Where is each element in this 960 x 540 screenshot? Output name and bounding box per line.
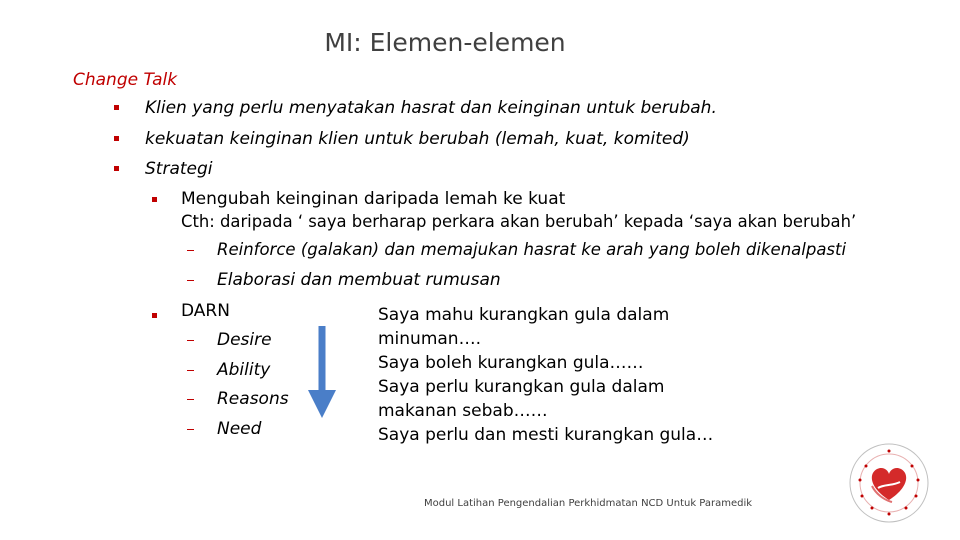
bullet-marker [114,166,119,171]
strategy-item: Mengubah keinginan daripada lemah ke kuat [181,189,566,209]
example-line: Saya perlu kurangkan gula dalam [378,377,665,397]
example-line: makanan sebab…… [378,401,548,421]
darn-item-desire: Desire [217,330,272,350]
dash-marker [187,250,194,251]
example-line: Saya mahu kurangkan gula dalam [378,305,670,325]
bullet-marker [152,313,157,318]
bullet-item: Klien yang perlu menyatakan hasrat dan keinginan untuk berubah. [145,98,717,118]
darn-item-reasons: Reasons [217,389,289,409]
dash-marker [187,370,194,371]
bullet-item: kekuatan keinginan klien untuk berubah (lemah, kuat, komited) [145,129,690,149]
example-line: minuman…. [378,329,481,349]
sub-item: Reinforce (galakan) dan memajukan hasrat ke arah yang boleh dikenalpasti [217,240,847,259]
darn-item-need: Need [217,419,262,439]
darn-heading: DARN [181,301,230,321]
down-arrow-icon [308,326,336,418]
dash-marker [187,340,194,341]
bullet-marker [152,197,157,202]
example-line: Saya perlu dan mesti kurangkan gula… [378,425,714,445]
sub-item: Elaborasi dan membuat rumusan [217,270,501,290]
bullet-marker [114,136,119,141]
dash-marker [187,399,194,400]
section-heading: Change Talk [73,70,178,90]
dash-marker [187,429,194,430]
footer-text: Modul Latihan Pengendalian Perkhidmatan NCD Untuk Paramedik [424,498,753,509]
example-line: Saya boleh kurangkan gula…… [378,353,644,373]
dash-marker [187,280,194,281]
strategy-example: Cth: daripada ‘ saya berharap perkara akan berubah’ kepada ‘saya akan berubah’ [181,212,857,231]
health-logo-icon [848,442,930,524]
darn-item-ability: Ability [217,360,271,380]
bullet-item: Strategi [145,159,213,179]
bullet-marker [114,105,119,110]
slide-title: MI: Elemen-elemen [324,28,566,57]
